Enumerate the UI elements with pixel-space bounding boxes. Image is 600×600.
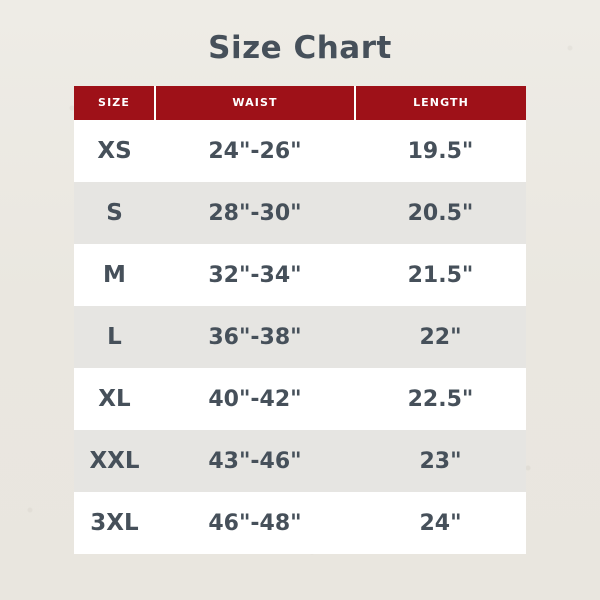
cell-waist: 43"-46": [155, 430, 355, 492]
table-row: [74, 306, 526, 368]
cell-length: 19.5": [355, 120, 526, 182]
cell-length: 22.5": [355, 368, 526, 430]
cell-length: 23": [355, 430, 526, 492]
cell-waist: 24"-26": [155, 120, 355, 182]
cell-waist: 36"-38": [155, 306, 355, 368]
cell-waist: 32"-34": [155, 244, 355, 306]
table-row: [74, 120, 526, 182]
cell-length: 20.5": [355, 182, 526, 244]
cell-size: S: [74, 182, 155, 244]
cell-waist: 40"-42": [155, 368, 355, 430]
cell-size: L: [74, 306, 155, 368]
table-row: [74, 244, 526, 306]
cell-length: 21.5": [355, 244, 526, 306]
cell-waist: 28"-30": [155, 182, 355, 244]
table-row: [74, 368, 526, 430]
table-header-row: [74, 86, 526, 120]
column-header-length: LENGTH: [355, 86, 526, 120]
column-header-waist: WAIST: [155, 86, 355, 120]
size-chart-table: [74, 86, 526, 554]
cell-size: XXL: [74, 430, 155, 492]
cell-size: XL: [74, 368, 155, 430]
cell-size: 3XL: [74, 492, 155, 554]
page-title: Size Chart: [208, 30, 392, 66]
table-row: [74, 430, 526, 492]
column-header-size: SIZE: [74, 86, 155, 120]
cell-length: 22": [355, 306, 526, 368]
cell-length: 24": [355, 492, 526, 554]
table-header: [74, 86, 526, 120]
cell-waist: 46"-48": [155, 492, 355, 554]
table-body: [74, 120, 526, 554]
cell-size: XS: [74, 120, 155, 182]
table-row: [74, 182, 526, 244]
cell-size: M: [74, 244, 155, 306]
table-row: [74, 492, 526, 554]
